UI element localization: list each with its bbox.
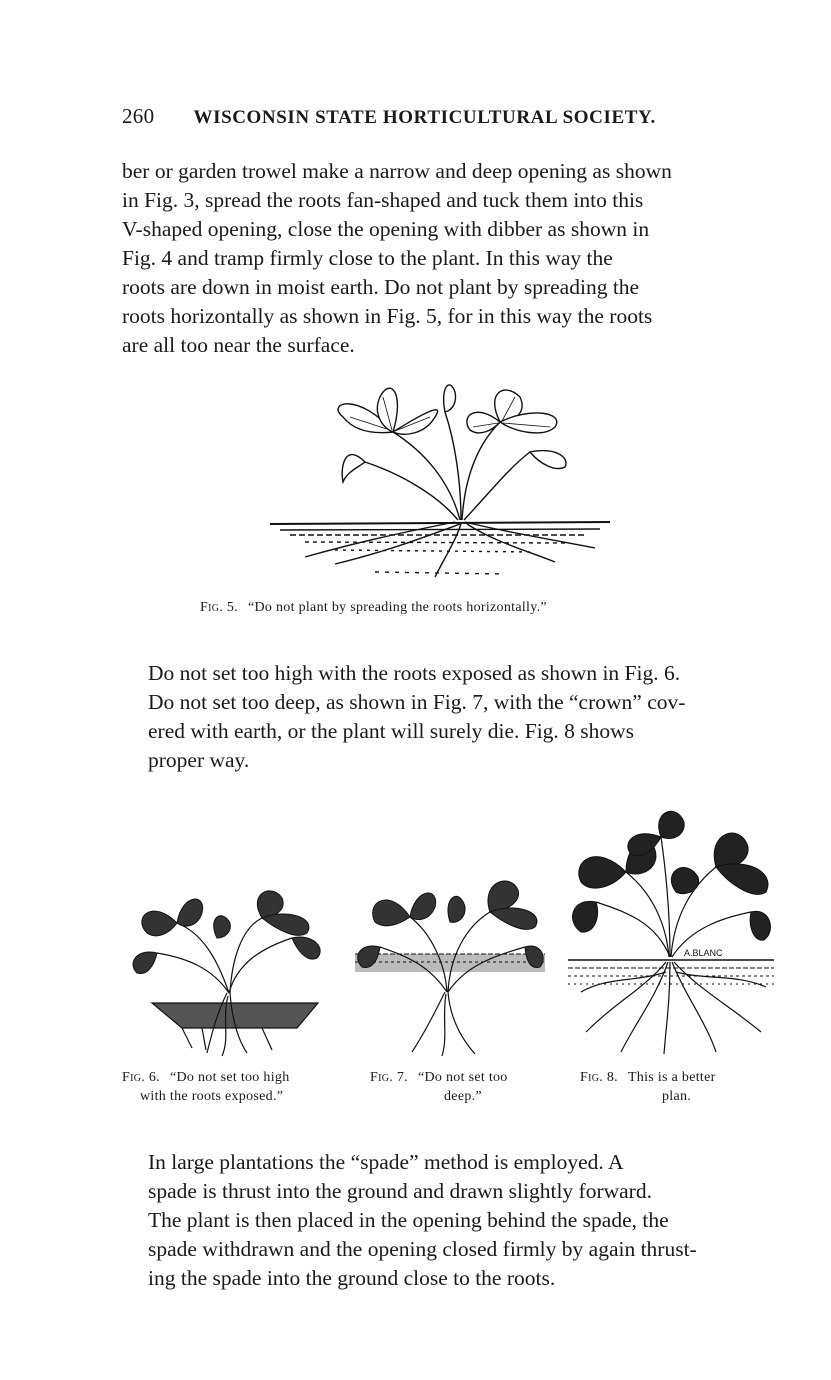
paragraph-planting-method <box>122 157 772 360</box>
text-line: roots are down in moist earth. Do not plant by spreading the <box>122 275 640 299</box>
caption-line: “Do not set too <box>417 1070 508 1085</box>
caption-line: This is a better <box>627 1070 716 1085</box>
figure-5-illustration <box>265 372 615 587</box>
figure-7-illustration <box>350 862 550 1058</box>
page-number: 260 <box>122 104 155 128</box>
paragraph-setting-depth <box>122 659 772 775</box>
text-line: V-shaped opening, close the opening with dibber as shown in <box>122 217 650 241</box>
figure-8-illustration <box>566 802 776 1058</box>
text-line: are all too near the surface. <box>122 333 355 357</box>
illustrator-signature: A.BLANC <box>684 948 723 958</box>
figure-6-illustration <box>122 878 328 1058</box>
text-line: Do not set too deep, as shown in Fig. 7, with the “crown” cov- <box>148 690 686 714</box>
text-line: in Fig. 3, spread the roots fan-shaped and tuck them into this <box>122 188 644 212</box>
caption-line: “Do not set too high <box>169 1070 290 1085</box>
caption-line: deep.” <box>444 1089 482 1104</box>
running-header <box>122 104 772 129</box>
text-line: ing the spade into the ground close to the roots. <box>148 1266 556 1290</box>
text-line: Do not set too high with the roots exposed as shown in Fig. 6. <box>148 661 681 685</box>
figure-8-caption <box>580 1068 780 1106</box>
text-line: The plant is then placed in the opening behind the spade, the <box>148 1208 669 1232</box>
text-line: spade is thrust into the ground and drawn slightly forward. <box>148 1179 652 1203</box>
figure-label: Fig. 5. <box>200 600 238 615</box>
caption-line: with the roots exposed.” <box>140 1089 284 1104</box>
figure-label: Fig. 8. <box>580 1070 618 1085</box>
text-line: roots horizontally as shown in Fig. 5, for in this way the roots <box>122 304 653 328</box>
figure-5-caption <box>200 598 720 617</box>
caption-text: “Do not plant by spreading the roots horizontally.” <box>247 600 547 615</box>
text-line: ber or garden trowel make a narrow and deep opening as shown <box>122 159 672 183</box>
paragraph-spade-method <box>122 1148 772 1293</box>
figure-7-caption <box>370 1068 570 1106</box>
text-line: Fig. 4 and tramp firmly close to the plant. In this way the <box>122 246 613 270</box>
text-line: In large plantations the “spade” method is employed. A <box>148 1150 624 1174</box>
text-line: ered with earth, or the plant will surely die. Fig. 8 shows <box>148 719 635 743</box>
figure-label: Fig. 7. <box>370 1070 408 1085</box>
running-title: WISCONSIN STATE HORTICULTURAL SOCIETY. <box>193 107 656 128</box>
figure-label: Fig. 6. <box>122 1070 160 1085</box>
text-line: spade withdrawn and the opening closed firmly by again thrust- <box>148 1237 697 1261</box>
text-line: proper way. <box>148 748 250 772</box>
figure-6-caption <box>122 1068 362 1106</box>
caption-line: plan. <box>662 1089 692 1104</box>
